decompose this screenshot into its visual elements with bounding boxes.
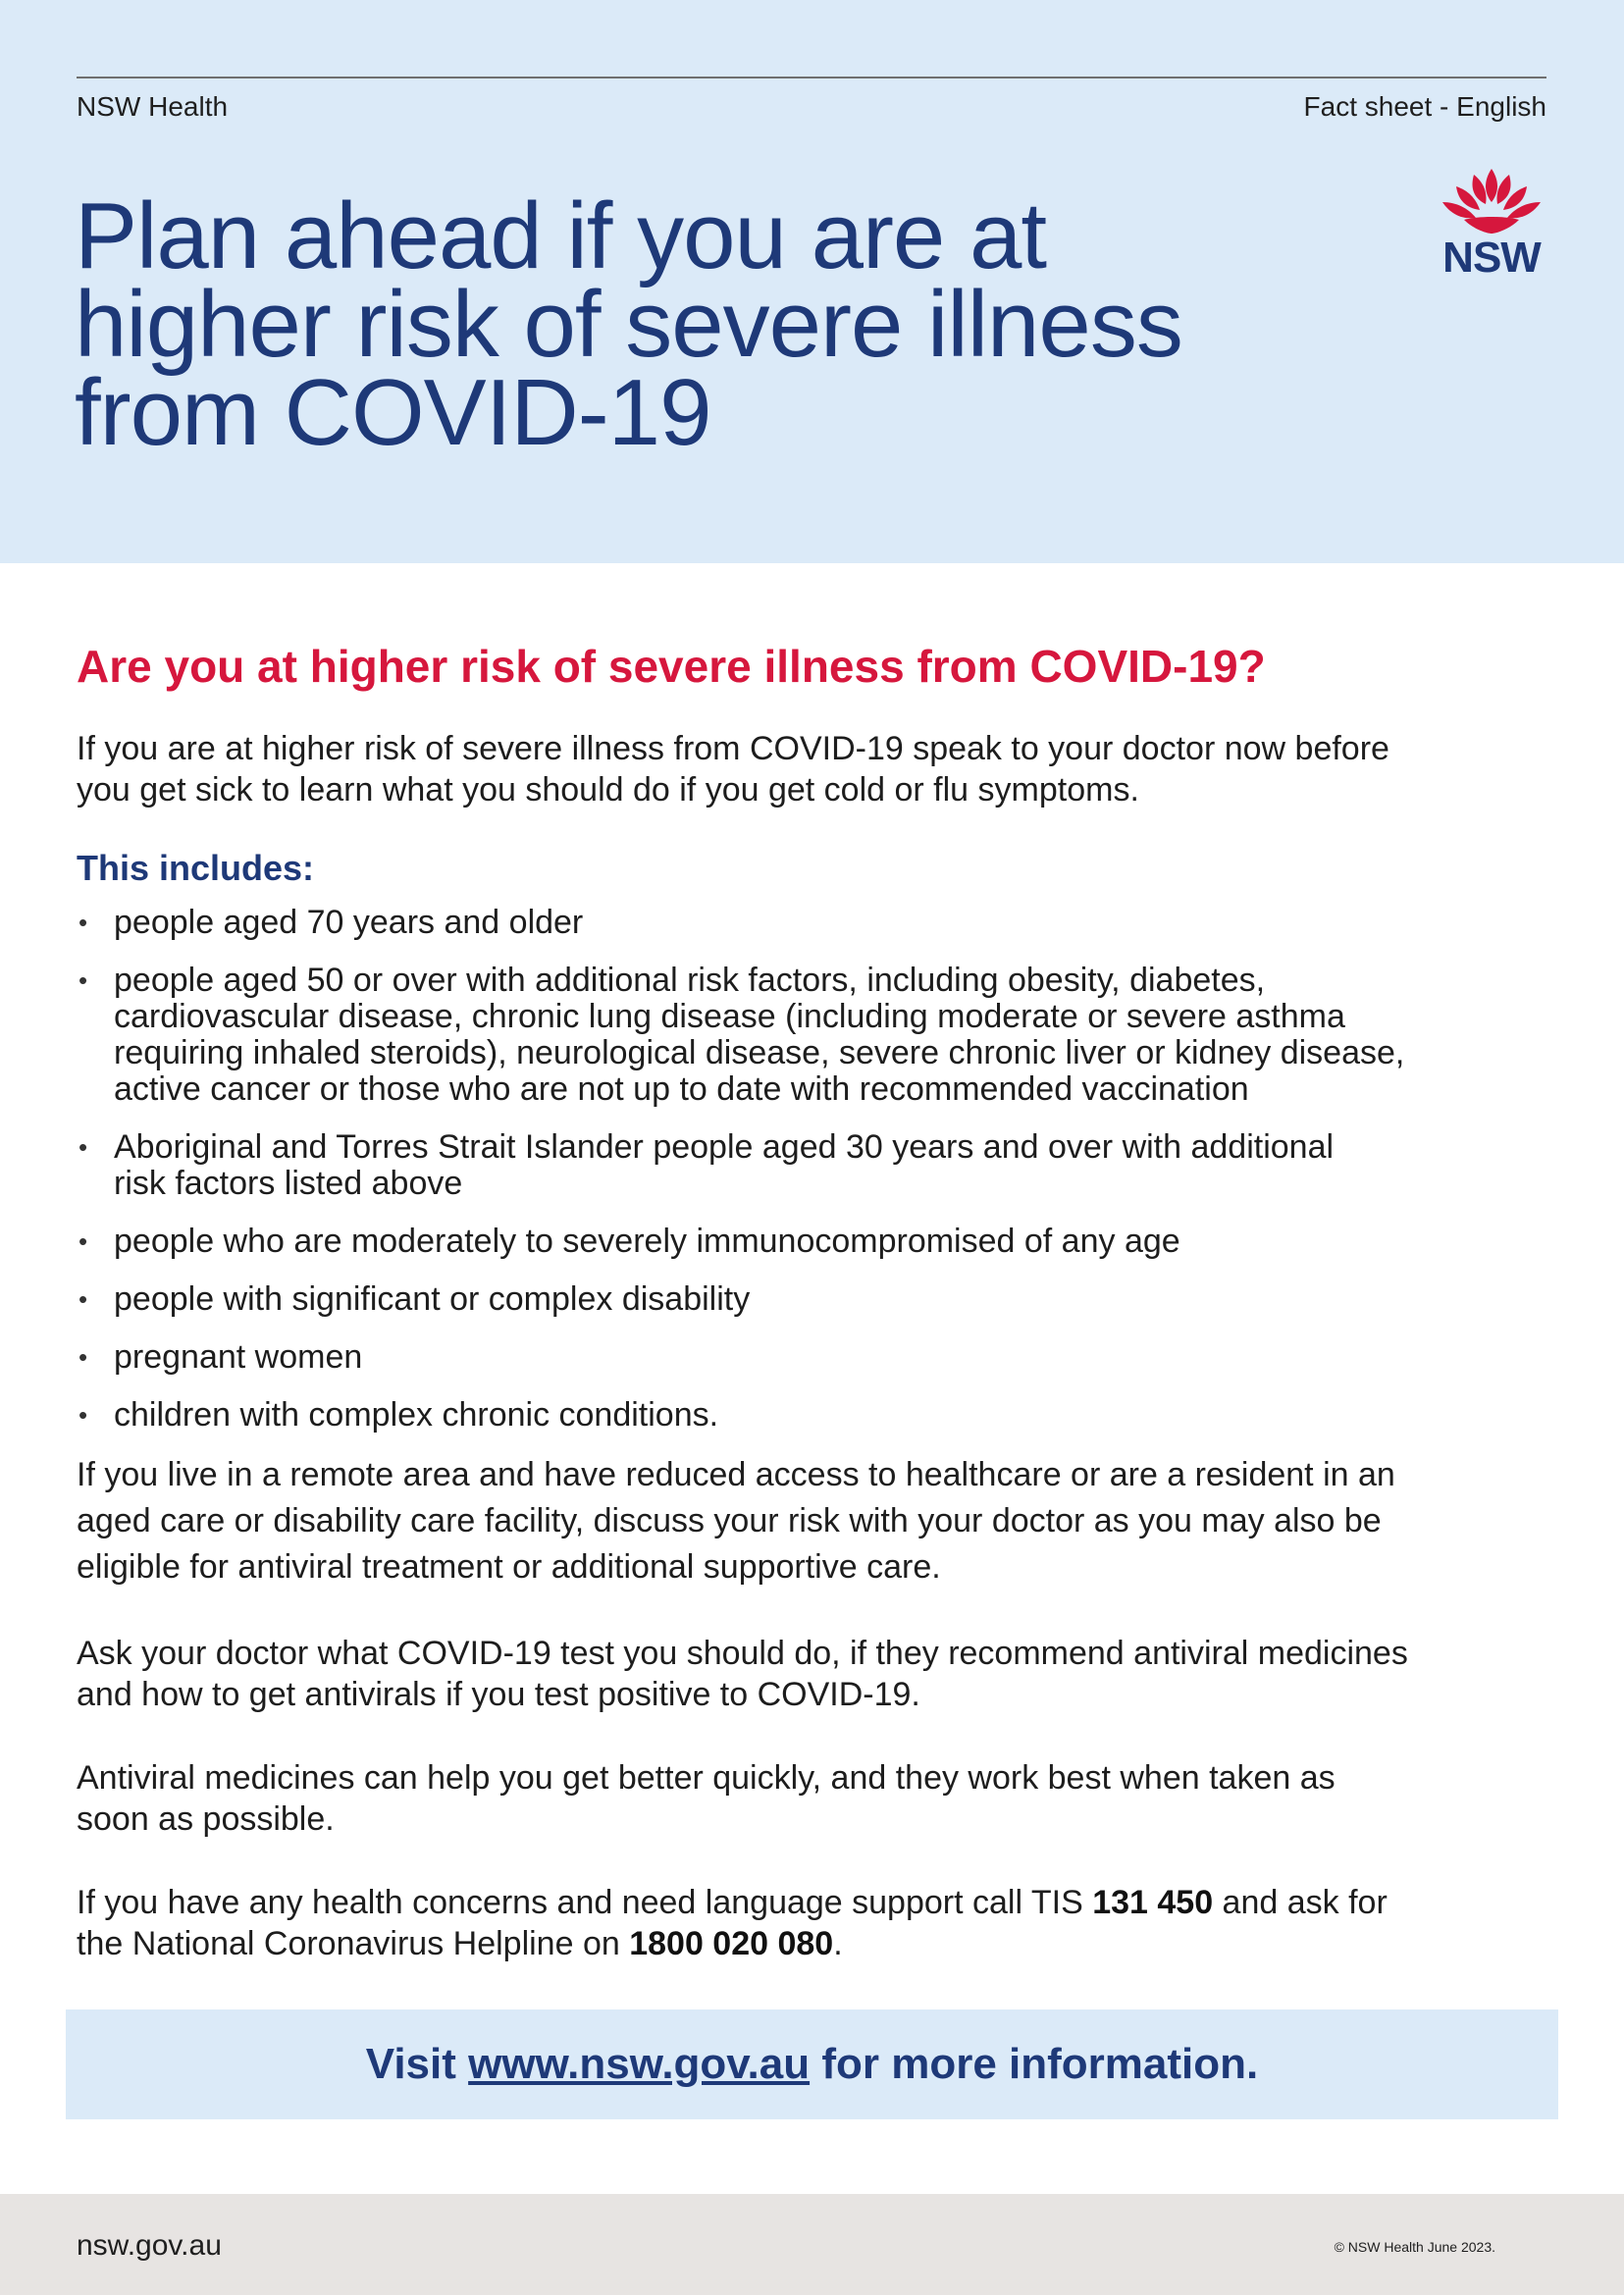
- list-item: [77, 1339, 1548, 1376]
- sheet-type-label: Fact sheet - English: [1303, 91, 1546, 122]
- cta-text: for more information.: [810, 2040, 1259, 2088]
- remote-line: If you live in a remote area and have reduced access to healthcare or are a resident in an: [77, 1456, 1395, 1493]
- bullet-icon: •: [79, 1132, 88, 1162]
- test-line: Ask your doctor what COVID-19 test you should do, if they recommend antiviral medicines: [77, 1635, 1408, 1672]
- list-item: [77, 1224, 1548, 1260]
- list-item-line: Aboriginal and Torres Strait Islander people aged 30 years and over with additional: [114, 1128, 1335, 1166]
- copyright-notice: © NSW Health June 2023.: [1334, 2239, 1495, 2255]
- test-line: and how to get antivirals if you test positive to COVID-19.: [77, 1676, 920, 1713]
- list-item-line: children with complex chronic conditions.: [114, 1396, 719, 1434]
- intro-paragraph: [77, 728, 1548, 810]
- page-title-line: higher risk of severe illness: [75, 272, 1182, 377]
- cta-text: Visit: [365, 2040, 469, 2088]
- section-heading: Are you at higher risk of severe illness from COVID-19?: [77, 641, 1266, 692]
- bullet-icon: •: [79, 965, 88, 995]
- tis-phone-number: 131 450: [1092, 1884, 1214, 1921]
- remote-paragraph: [77, 1452, 1548, 1591]
- antiviral-paragraph: [77, 1757, 1548, 1840]
- list-item-line: risk factors listed above: [114, 1165, 463, 1202]
- list-item-line: pregnant women: [114, 1338, 363, 1376]
- list-item: [77, 1281, 1548, 1318]
- bullet-icon: •: [79, 1226, 88, 1256]
- footer: [0, 2194, 1624, 2295]
- list-item: [77, 1397, 1548, 1434]
- list-item: [77, 1129, 1548, 1202]
- remote-line: eligible for antiviral treatment or additional supportive care.: [77, 1548, 941, 1586]
- antiviral-line: Antiviral medicines can help you get better quickly, and they work best when taken as: [77, 1759, 1336, 1797]
- nsw-logo: [1435, 167, 1548, 283]
- bullet-icon: •: [79, 1284, 88, 1314]
- list-item-line: people with significant or complex disability: [114, 1280, 751, 1318]
- list-item-line: requiring inhaled steroids), neurological disease, severe chronic liver or kidney disease,: [114, 1034, 1405, 1071]
- list-item-line: people aged 70 years and older: [114, 904, 584, 941]
- bullet-icon: •: [79, 1400, 88, 1430]
- header-divider: [77, 77, 1546, 78]
- page-title: [75, 183, 1291, 465]
- header-banner: [0, 0, 1624, 563]
- list-item-line: people aged 50 or over with additional risk factors, including obesity, diabetes,: [114, 962, 1266, 999]
- test-paragraph: [77, 1633, 1548, 1715]
- helpline-phone-number: 1800 020 080: [629, 1925, 834, 1962]
- list-item-line: active cancer or those who are not up to date with recommended vaccination: [114, 1070, 1249, 1108]
- antiviral-line: soon as possible.: [77, 1800, 335, 1838]
- helpline-paragraph: [77, 1882, 1548, 1964]
- page-title-line: from COVID-19: [75, 360, 711, 465]
- list-item: [77, 905, 1548, 941]
- bullet-icon: •: [79, 908, 88, 937]
- intro-line: you get sick to learn what you should do if you get cold or flu symptoms.: [77, 771, 1139, 808]
- list-item: [77, 963, 1548, 1108]
- helpline-text: .: [833, 1925, 843, 1962]
- more-info-banner: [66, 2009, 1558, 2119]
- risk-group-list: [77, 905, 1548, 1455]
- nsw-website-link[interactable]: www.nsw.gov.au: [468, 2040, 811, 2088]
- intro-line: If you are at higher risk of severe illness from COVID-19 speak to your doctor now before: [77, 730, 1389, 767]
- helpline-text: If you have any health concerns and need language support call TIS: [77, 1884, 1093, 1921]
- page-title-line: Plan ahead if you are at: [75, 183, 1047, 288]
- helpline-text: and ask for: [1213, 1884, 1388, 1921]
- list-item-line: people who are moderately to severely immunocompromised of any age: [114, 1223, 1180, 1260]
- remote-line: aged care or disability care facility, discuss your risk with your doctor as you may also be: [77, 1502, 1382, 1539]
- helpline-text: the National Coronavirus Helpline on: [77, 1925, 630, 1962]
- includes-heading: This includes:: [77, 848, 315, 888]
- logo-text: NSW: [1442, 234, 1541, 282]
- footer-site: nsw.gov.au: [77, 2229, 222, 2262]
- waratah-flower-icon: [1435, 167, 1548, 235]
- bullet-icon: •: [79, 1342, 88, 1372]
- list-item-line: cardiovascular disease, chronic lung disease (including moderate or severe asthma: [114, 998, 1345, 1035]
- org-label: NSW Health: [77, 91, 229, 122]
